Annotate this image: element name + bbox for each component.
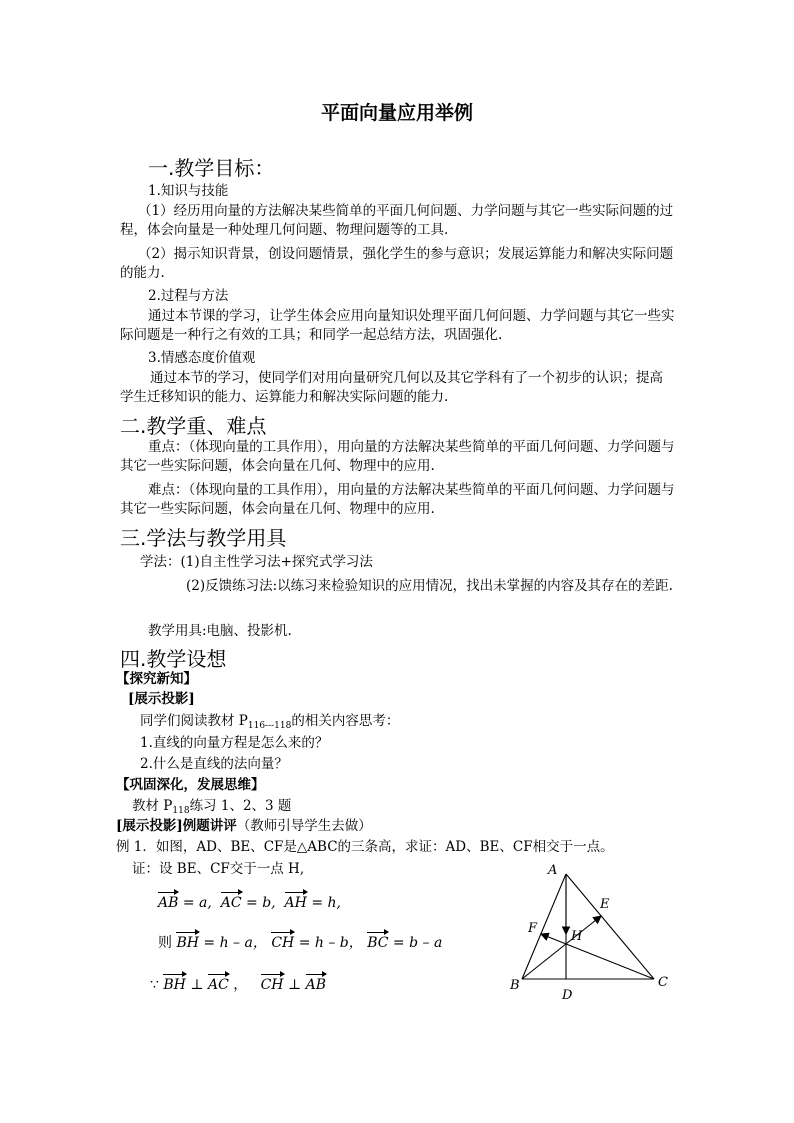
s1-process-label: 2.过程与方法 xyxy=(148,288,229,304)
section-2-heading: 二.教学重、难点 xyxy=(120,414,267,438)
example-1-statement: 例 1．如图，AD、BE、CF是△ABC的三条高，求证：AD、BE、CF相交于一点。 xyxy=(116,839,614,855)
label-e: E xyxy=(600,897,610,912)
perpendicular-statement: ∵ BH ⊥ AC ， CH ⊥ AB xyxy=(150,970,326,995)
s1-paragraph-1: （1）经历用向量的方法解决某些简单的平面几何问题、力学问题与其它一些实际问题的过程，体会向量是一种处理几何问题、物理问题等的工具. xyxy=(120,203,674,238)
label-b: B xyxy=(510,978,520,993)
s1-paragraph-4: 通过本节的学习，使同学们对用向量研究几何以及其它学科有了一个初步的认识；提高学生迁移知识的能力、运算能力和解决实际问题的能力. xyxy=(120,370,663,405)
vector-ch-2: CH xyxy=(261,970,284,995)
question-1: 1.直线的向量方程是怎么来的？ xyxy=(140,735,329,751)
vector-ch: CH xyxy=(271,928,294,953)
vector-ac-2: AC xyxy=(208,970,229,995)
s2-key-point: 重点：（体现向量的工具作用），用向量的方法解决某些简单的平面几何问题、力学问题与其它一些实际问题，体会向量在几何、物理中的应用. xyxy=(120,439,675,474)
vector-bh: BH xyxy=(176,928,199,953)
vector-c-to-f xyxy=(541,934,654,979)
section-4-heading: 四.教学设想 xyxy=(120,647,227,671)
vector-equation-2: 则 BH = h – a， CH = h – b， BC = b – a xyxy=(158,928,442,953)
vector-ah: AH xyxy=(285,888,307,913)
label-h: H xyxy=(571,929,583,944)
label-a: A xyxy=(548,863,558,878)
s3-tools: 教学用具:电脑、投影机. xyxy=(148,623,292,639)
label-f: F xyxy=(528,921,538,936)
label-c: C xyxy=(658,975,668,990)
tag-explore: 【探究新知】 xyxy=(116,671,197,687)
side-ac xyxy=(566,874,654,979)
vector-equation-1: AB = a, AC = b, AH = h, xyxy=(158,888,341,913)
vector-bh-2: BH xyxy=(163,970,186,995)
tag-example: [展示投影]例题讲评（教师引导学生去做） xyxy=(116,818,372,834)
vector-ab-2: AB xyxy=(306,970,326,995)
tag-consolidate: 【巩固深化，发展思维】 xyxy=(116,777,265,793)
vector-bc: BC xyxy=(367,928,388,953)
proof-start: 证：设 BE、CF交于一点 H, xyxy=(132,861,305,877)
s1-paragraph-3: 通过本节课的学习，让学生体会应用向量知识处理平面几何问题、力学问题与其它一些实际问题是一种行之有效的工具；和同学一起总结方法，巩固强化. xyxy=(120,308,675,343)
tag-projection: [展示投影] xyxy=(128,691,195,707)
s1-emotion-label: 3.情感态度价值观 xyxy=(148,350,256,366)
exercise-assignment: 教材 $P_{118}$练习 1、2、3 题 xyxy=(132,798,292,816)
label-d: D xyxy=(562,988,573,1003)
triangle-altitudes-figure xyxy=(500,862,680,1007)
question-2: 2.什么是直线的法向量？ xyxy=(140,756,288,772)
page-title: 平面向量应用举例 xyxy=(320,102,473,124)
s1-paragraph-2: （2）揭示知识背景，创设问题情景，强化学生的参与意识；发展运算能力和解决实际问题的能力. xyxy=(120,246,674,281)
section-3-heading: 三.学法与教学用具 xyxy=(120,526,287,550)
s3-method-2: (2)反馈练习法:以练习来检验知识的应用情况，找出未掌握的内容及其存在的差距. xyxy=(186,578,673,594)
s1-knowledge-label: 1.知识与技能 xyxy=(148,183,229,199)
s2-difficulty: 难点：（体现向量的工具作用），用向量的方法解决某些简单的平面几何问题、力学问题与其它一些实际问题，体会向量在几何、物理中的应用. xyxy=(120,482,675,517)
section-1-heading: 一.教学目标： xyxy=(148,156,275,180)
vector-ab: AB xyxy=(158,888,178,913)
s3-method-1: 学法：(1)自主性学习法+探究式学习法 xyxy=(140,554,373,570)
reading-assignment: 同学们阅读教材 $P_{116---118}$的相关内容思考： xyxy=(140,713,400,731)
vector-ac: AC xyxy=(221,888,242,913)
